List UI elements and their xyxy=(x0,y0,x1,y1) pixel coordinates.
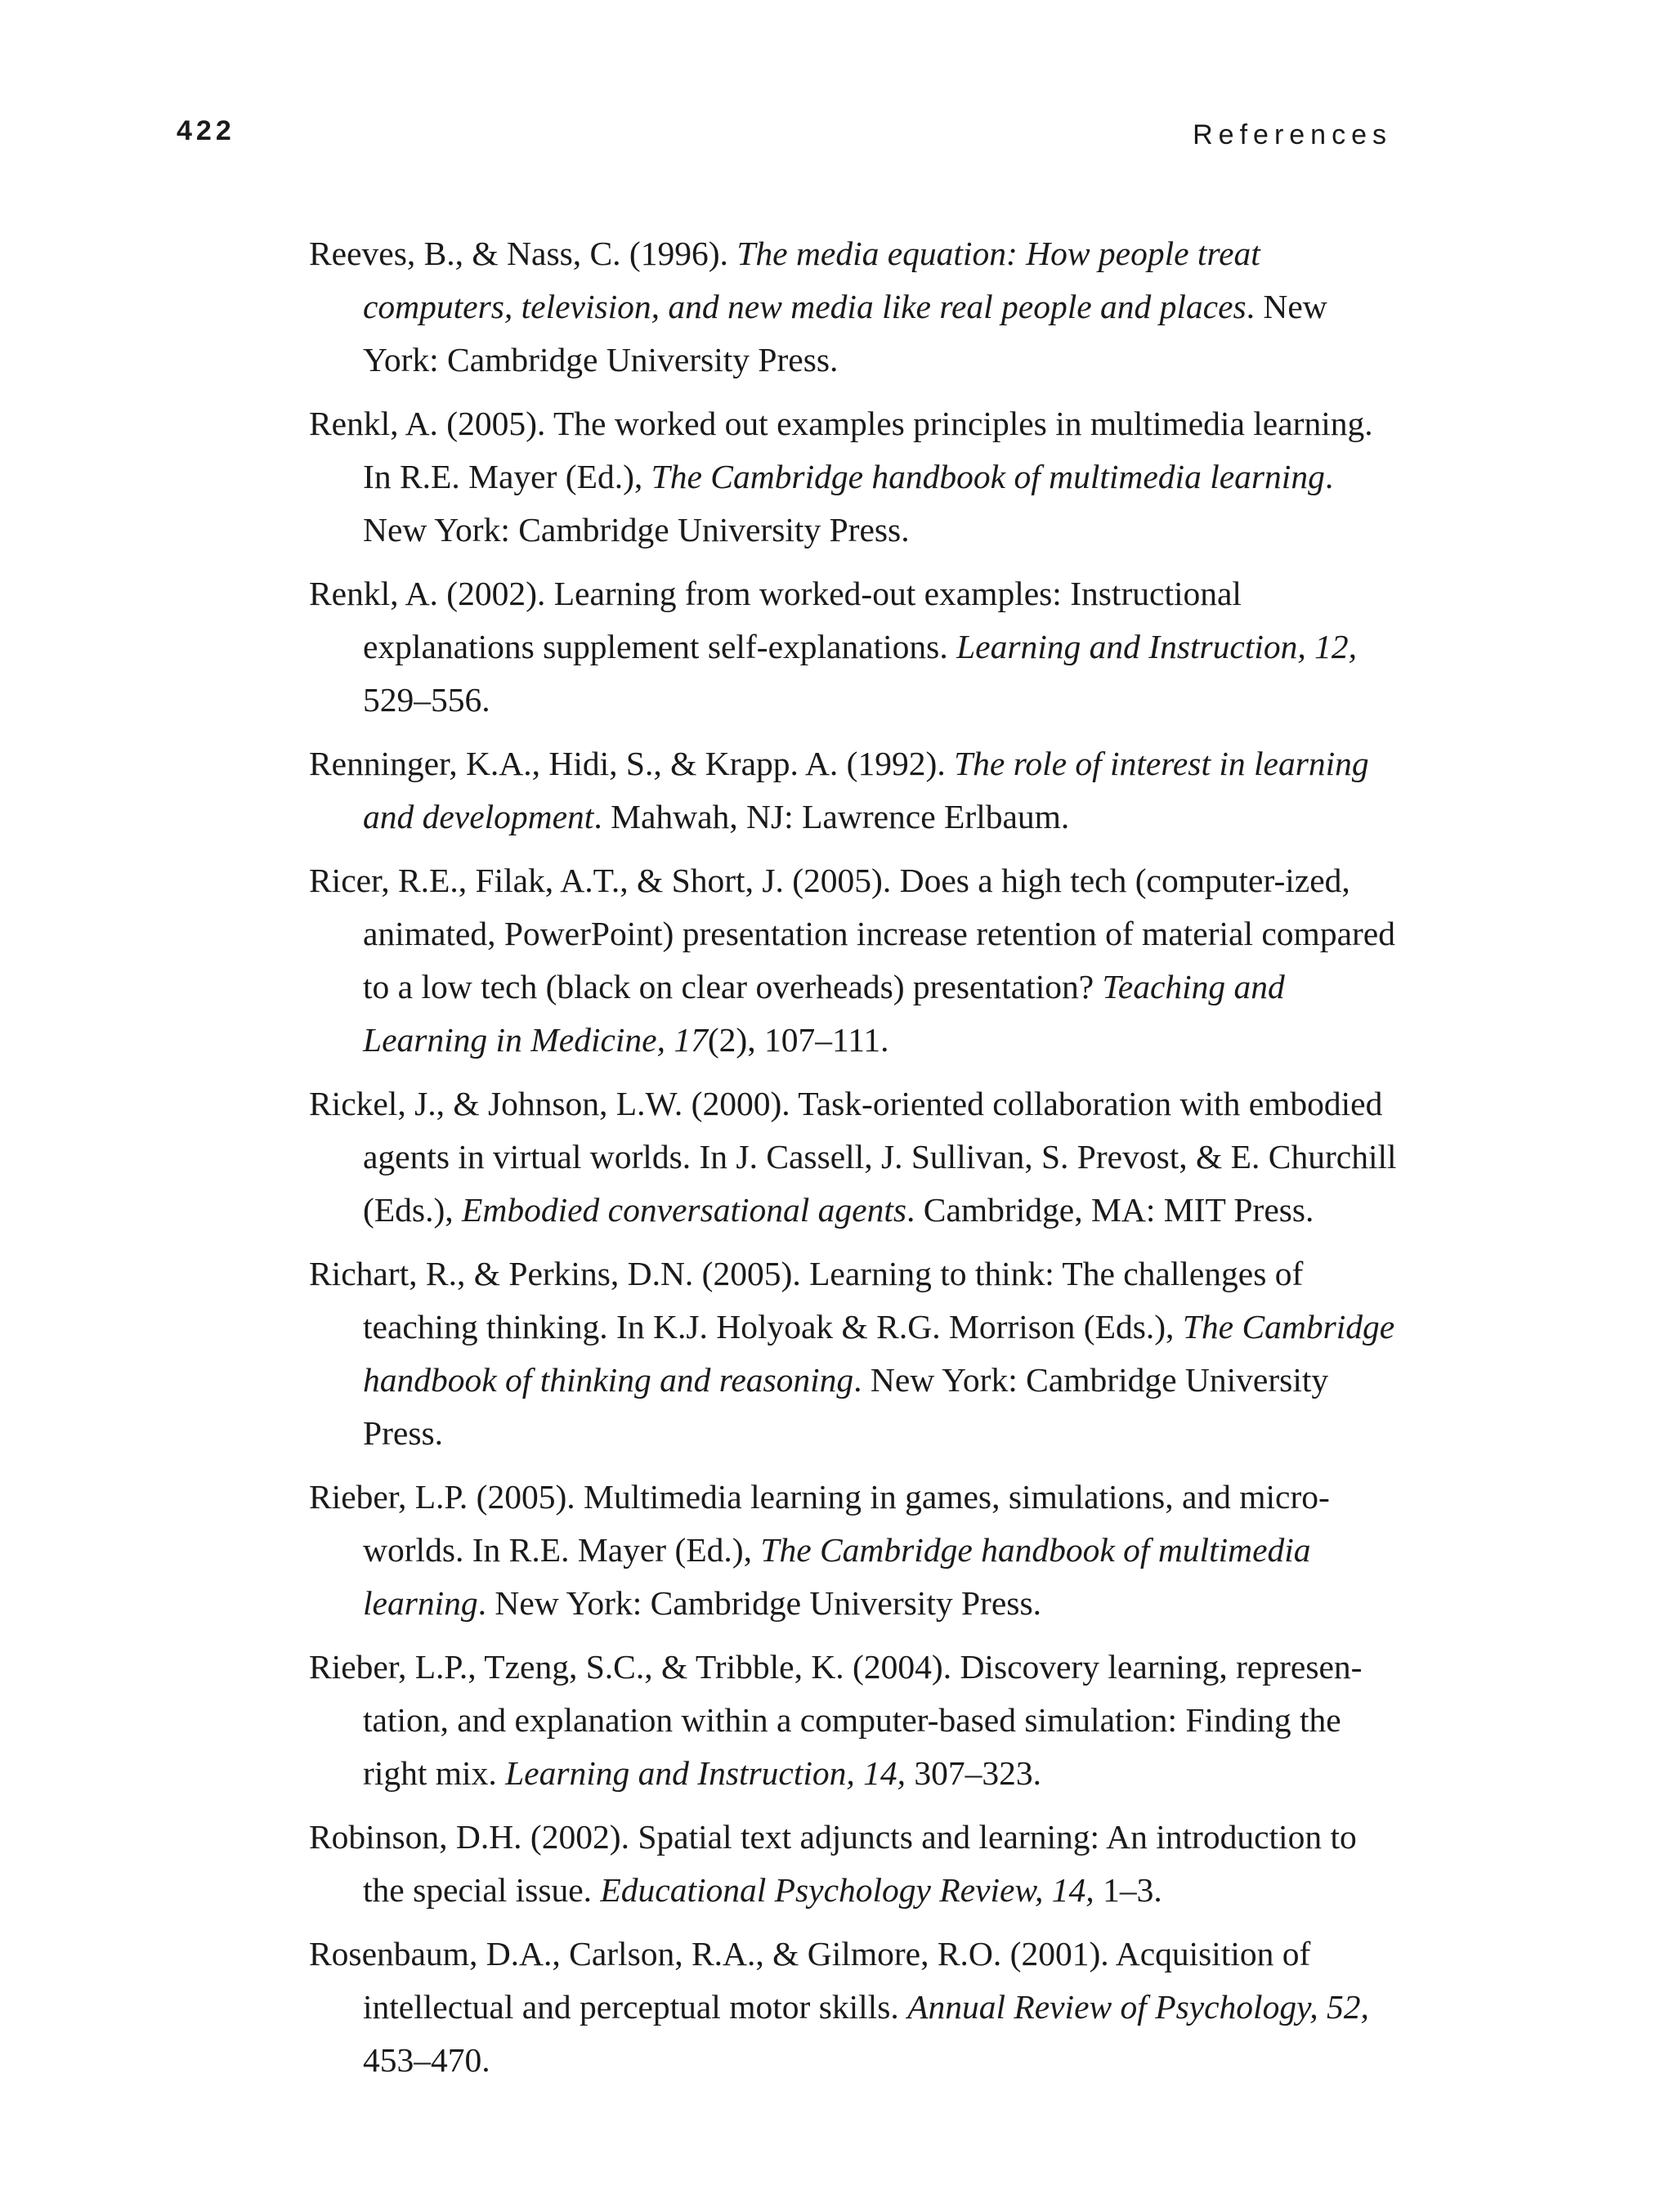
reference-entry: Rieber, L.P., Tzeng, S.C., & Tribble, K. (2004). Discovery learning, represen-tation, and explanation within a computer-based simulation: Finding the right mix. Learning and Instruction, 14, 307–323. xyxy=(309,1648,1363,1792)
reference-entry: Renkl, A. (2005). The worked out examples principles in multimedia learning. In R.E. Mayer (Ed.), The Cambridge handbook of multimedia learning. New York: Cambridge University Press. xyxy=(309,405,1373,549)
reference-entry: Robinson, D.H. (2002). Spatial text adjuncts and learning: An introduction to the special issue. Educational Psychology Review, 14, 1–3. xyxy=(309,1818,1357,1909)
reference-entry: Rickel, J., & Johnson, L.W. (2000). Task-oriented collaboration with embodied agents in virtual worlds. In J. Cassell, J. Sullivan, S. Prevost, & E. Churchill (Eds.), Embodied conversational agents. Cambridge, MA: MIT Press. xyxy=(309,1085,1397,1229)
reference-entry: Renninger, K.A., Hidi, S., & Krapp. A. (1992). The role of interest in learning and development. Mahwah, NJ: Lawrence Erlbaum. xyxy=(309,745,1369,835)
reference-entry: Reeves, B., & Nass, C. (1996). The media equation: How people treat computers, television, and new media like real people and places. New York: Cambridge University Press. xyxy=(309,235,1327,378)
reference-entry: Renkl, A. (2002). Learning from worked-out examples: Instructional explanations supplement self-explanations. Learning and Instruction, 12, 529–556. xyxy=(309,575,1358,719)
reference-entry: Rieber, L.P. (2005). Multimedia learning in games, simulations, and micro-worlds. In R.E. Mayer (Ed.), The Cambridge handbook of multimedia learning. New York: Cambridge University Press. xyxy=(309,1478,1330,1622)
reference-entry: Ricer, R.E., Filak, A.T., & Short, J. (2005). Does a high tech (computer-ized, animated, PowerPoint) presentation increase retention of material compared to a low tech (black on clear overheads) presentation? Teaching and Learning in Medicine, 17(2), 107–111. xyxy=(309,862,1395,1059)
running-head: References xyxy=(1193,119,1392,150)
reference-entry: Richart, R., & Perkins, D.N. (2005). Learning to think: The challenges of teaching thinking. In K.J. Holyoak & R.G. Morrison (Eds.), The Cambridge handbook of thinking and reasoning. New York: Cambridge University Press. xyxy=(309,1255,1395,1452)
page-number: 422 xyxy=(177,115,235,146)
reference-entry: Rosenbaum, D.A., Carlson, R.A., & Gilmore, R.O. (2001). Acquisition of intellectual and perceptual motor skills. Annual Review of Psychology, 52, 453–470. xyxy=(309,1935,1369,2079)
reference-list xyxy=(309,227,1404,2098)
